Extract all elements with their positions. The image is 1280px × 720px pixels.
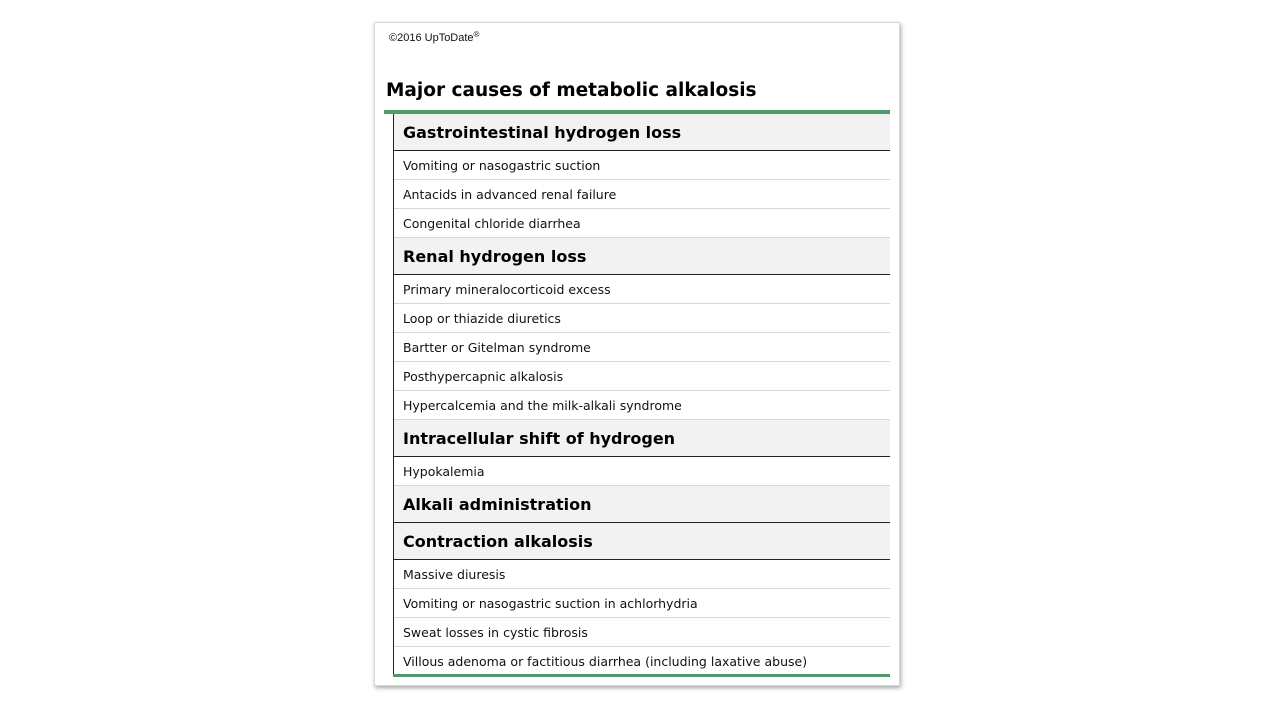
table-row: Vomiting or nasogastric suction	[394, 151, 890, 180]
table-row: Hypokalemia	[394, 457, 890, 486]
table-row: Sweat losses in cystic fibrosis	[394, 618, 890, 647]
section-header-alkali: Alkali administration	[394, 486, 890, 523]
copyright-notice	[389, 32, 479, 44]
causes-table	[393, 114, 890, 676]
bottom-divider	[393, 674, 890, 677]
table-row: Hypercalcemia and the milk-alkali syndrome	[394, 391, 890, 420]
section-header-renal: Renal hydrogen loss	[394, 238, 890, 275]
document-card	[374, 22, 900, 686]
section-header-gastrointestinal: Gastrointestinal hydrogen loss	[394, 114, 890, 151]
table-row: Loop or thiazide diuretics	[394, 304, 890, 333]
page-title: Major causes of metabolic alkalosis	[386, 80, 757, 101]
registered-mark: ®	[473, 30, 480, 39]
section-header-intracellular: Intracellular shift of hydrogen	[394, 420, 890, 457]
table-row: Posthypercapnic alkalosis	[394, 362, 890, 391]
table-row: Villous adenoma or factitious diarrhea (including laxative abuse)	[403, 654, 808, 669]
section-header-contraction: Contraction alkalosis	[394, 523, 890, 560]
table-row: Primary mineralocorticoid excess	[394, 275, 890, 304]
table-row: Massive diuresis	[394, 560, 890, 589]
table-row: Congenital chloride diarrhea	[394, 209, 890, 238]
table-row: Antacids in advanced renal failure	[394, 180, 890, 209]
table-row: Bartter or Gitelman syndrome	[394, 333, 890, 362]
table-row: Vomiting or nasogastric suction in achlorhydria	[394, 589, 890, 618]
copyright-text: ©2016 UpToDate	[389, 32, 474, 44]
